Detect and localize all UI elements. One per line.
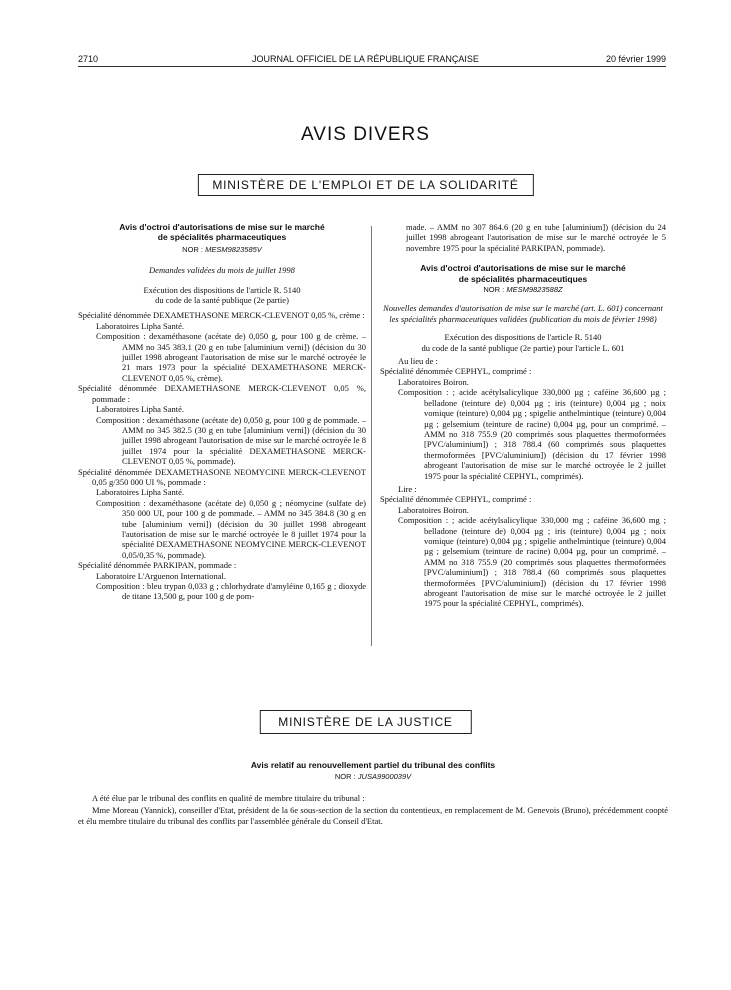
left-subtitle: Demandes validées du mois de juillet 1998	[149, 265, 295, 276]
right-lab-1: Laboratoires Boiron.	[398, 376, 469, 387]
ministry-emploi-box: MINISTÈRE DE L'EMPLOI ET DE LA SOLIDARITÉ	[197, 174, 533, 196]
left-spec-3: Spécialité dénommée DEXAMETHASONE NEOMYCINE MERCK-CLEVENOT 0,05 g/350 000 UI %, pommade :	[78, 466, 366, 487]
right-exec-2: du code de la santé publique (2e partie) pour l'article L. 601	[421, 342, 625, 353]
page-number: 2710	[78, 54, 99, 64]
main-title: AVIS DIVERS	[301, 124, 430, 145]
ministry-justice-box: MINISTÈRE DE LA JUSTICE	[259, 710, 471, 734]
justice-title: Avis relatif au renouvellement partiel du tribunal des conflits	[250, 760, 496, 770]
left-spec-4: Spécialité dénommée PARKIPAN, pommade :	[78, 560, 237, 571]
justice-nor: NOR : JUSA9900039V	[334, 772, 412, 782]
left-exec-2: du code de la santé publique (2e partie)	[155, 295, 289, 306]
right-spec-2: Spécialité dénommée CEPHYL, comprimé :	[380, 494, 532, 505]
right-lab-2: Laboratoires Boiron.	[398, 504, 469, 515]
left-nor: NOR : MESM9823585V	[182, 244, 262, 254]
left-lab-1: Laboratoires Lipha Santé.	[96, 320, 185, 331]
left-lab-4: Laboratoire L'Arguenon International.	[96, 570, 227, 581]
left-comp-1: Composition : dexaméthasone (acétate de) 0,050 g, pour 100 g de crème. – AMM no 345 383.1 (20 g en tube [aluminium verni]) (décision du 30 juillet 1998 abrogeant l'autorisation de mise sur le marché octroyée le 21 mars 1973 pour la spécialité DEXAMETHASONE MERCK-CLEVENOT 0,05 %, crème).	[96, 331, 366, 383]
justice-section	[78, 760, 668, 826]
issue-date: 20 février 1999	[605, 54, 666, 64]
column-divider	[371, 226, 372, 646]
right-lire: Lire :	[398, 483, 417, 494]
left-comp-3: Composition : dexaméthasone (acétate de) 0,050 g ; néomycine (sulfate de) 350 000 UI, pour 100 g de pommade. – AMM no 345 384.8 (30 g en tube [aluminium verni]) (décision du 30 juillet 1998 abrogeant l'autorisation de mise sur le marché octroyée le 8 juillet 1974 pour la spécialité DEXAMETHASONE NEOMYCINE MERCK-CLEVENOT 0,05/0,35 %, pommade).	[96, 497, 366, 560]
right-comp-1: Composition : ; acide acétylsalicylique 330,000 µg ; caféine 36,600 µg ; belladone (teinture de) 0,004 µg ; iris (teinture) 0,004 µg ; noix vomique (teinture) 0,004 µg ; spigelie anthelmintique (teinture) 0,004 µg ; gelsemium (teinture de racine) 0,004 µg, pour un comprimé. – AMM no 318 755.9 (20 comprimés sous plaquettes thermoformées [PVC/aluminium]) ; 318 788.4 (60 comprimés sous plaquettes thermoformées [PVC/aluminium]) (décision du 17 février 1998 abrogeant l'autorisation de mise sur le marché octroyée le 2 juillet 1975 pour la spécialité CEPHYL, comprimés).	[398, 387, 666, 481]
left-exec-1: Exécution des dispositions de l'article R. 5140	[143, 284, 301, 295]
right-section-title: Avis d'octroi d'autorisations de mise sur le marché de spécialités pharmaceutiques	[420, 263, 626, 284]
left-column	[78, 222, 366, 602]
right-nor: NOR : MESM9823588Z	[483, 285, 563, 295]
left-spec-1: Spécialité dénommée DEXAMETHASONE MERCK-CLEVENOT 0,05 %, crème :	[78, 310, 365, 321]
left-comp-4: Composition : bleu trypan 0,033 g ; chlorhydrate d'amyléine 0,165 g ; dioxyde de titane 13,500 g, pour 100 g de pom-	[96, 581, 366, 602]
header-rule	[78, 66, 666, 67]
right-exec-1: Exécution des dispositions de l'article R. 5140	[444, 332, 602, 343]
left-spec-2: Spécialité dénommée DEXAMETHASONE MERCK-CLEVENOT 0,05 %, pommade :	[78, 383, 366, 404]
right-column	[380, 222, 666, 609]
right-comp-2: Composition : ; acide acétylsalicylique 330,000 mg ; caféine 36,600 mg ; belladone (teinture de) 0,004 µg ; iris (teinture) 0,004 µg ; noix vomique (teinture) 0,004 µg ; spigelie anthelmintique (teinture) 0,004 µg ; gelsemium (teinture de racine) 0,004 µg, pour un comprimé. – AMM no 318 755.9 (20 comprimés sous plaquettes thermoformées [PVC/aluminium]) ; 318 788.4 (60 comprimés sous plaquettes thermoformées [PVC/aluminium]) (décision du 17 février 1998 abrogeant l'autorisation de mise sur le marché octroyée le 2 juillet 1975 pour la spécialité CEPHYL, comprimés).	[398, 515, 666, 609]
left-comp-2: Composition : dexaméthasone (acétate de) 0,050 g, pour 100 g de pommade. – AMM no 345 382.5 (30 g en tube [aluminium verni]) (décision du 30 juillet 1998 abrogeant l'autorisation de mise sur le marché octroyée le 8 juillet 1974 pour la spécialité DEXAMETHASONE MERCK-CLEVENOT 0,05 %, pommade).	[96, 414, 366, 467]
right-continuation: made. – AMM no 307 864.6 (20 g en tube [aluminium]) (décision du 24 juillet 1998 abrogeant l'autorisation de mise sur le marché octroyée le 5 novembre 1975 pour la spécialité PARKIPAN, pommade).	[406, 222, 666, 253]
right-au-lieu: Au lieu de :	[398, 356, 438, 367]
left-lab-2: Laboratoires Lipha Santé.	[96, 404, 185, 415]
left-section-title: Avis d'octroi d'autorisations de mise sur le marché de spécialités pharmaceutiques	[119, 222, 325, 243]
journal-title: JOURNAL OFFICIEL DE LA RÉPUBLIQUE FRANÇAISE	[252, 54, 479, 64]
left-lab-3: Laboratoires Lipha Santé.	[96, 487, 185, 498]
justice-para-1: A été élue par le tribunal des conflits en qualité de membre titulaire du tribunal :	[92, 792, 365, 803]
right-subtitle: Nouvelles demandes d'autorisation de mise sur le marché (art. L. 601) concernant les spécialités pharmaceutiques validées (publication du mois de février 1998)	[383, 303, 663, 324]
right-spec-1: Spécialité dénommée CEPHYL, comprimé :	[380, 366, 532, 377]
justice-para-2: Mme Moreau (Yannick), conseiller d'Etat, président de la 6e sous-section de la section du contentieux, en remplacement de M. Genevois (Bruno), précédemment coopté et élu membre titulaire du tribunal des conflits par l'assemblée générale du Conseil d'Etat.	[78, 805, 668, 826]
